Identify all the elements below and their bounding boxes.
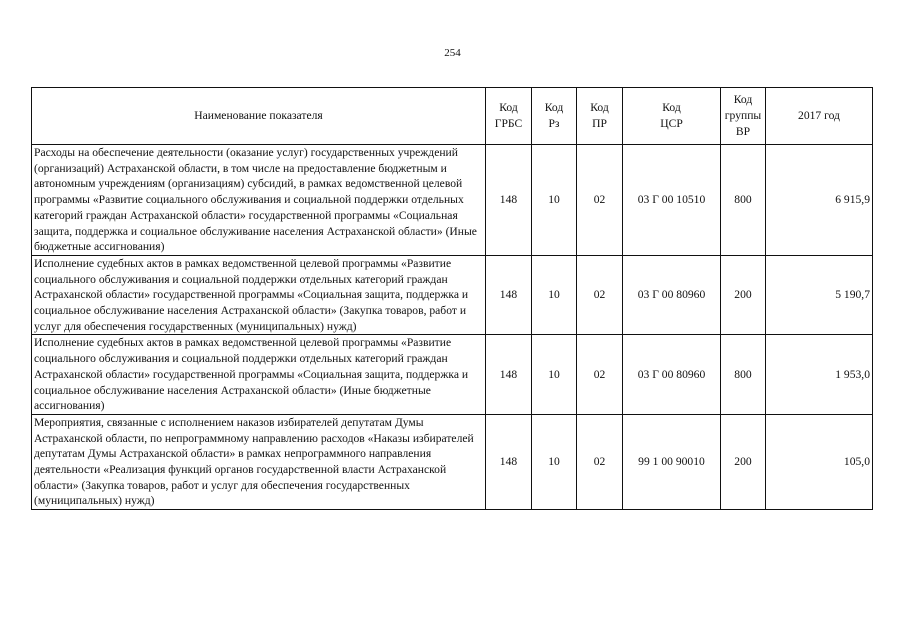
- header-year: 2017 год: [766, 88, 873, 145]
- row-amount: 1 953,0: [766, 335, 873, 415]
- header-vr-line3: ВР: [735, 125, 751, 138]
- header-csr: [623, 88, 721, 145]
- row-amount: 6 915,9: [766, 145, 873, 256]
- row-vr: 200: [721, 414, 766, 509]
- header-name: Наименование показателя: [32, 88, 486, 145]
- row-csr: 99 1 00 90010: [623, 414, 721, 509]
- row-name: Исполнение судебных актов в рамках ведомственной целевой программы «Развитие социального обслуживания и социальной поддержки отдельных категорий граждан Астраханской области» государственной программы «Социальная защита, поддержка и социальное обслуживание населения Астраханской области» (Закупка товаров, работ и услуг для обеспечения государственных (муниципальных) нужд): [32, 255, 486, 335]
- page-number: 254: [444, 47, 461, 59]
- row-pr: 02: [577, 145, 623, 256]
- row-pr: 02: [577, 335, 623, 415]
- header-pr-line1: Код: [590, 101, 609, 114]
- table-header: [32, 88, 873, 145]
- row-name: Исполнение судебных актов в рамках ведомственной целевой программы «Развитие социального обслуживания и социальной поддержки отдельных категорий граждан Астраханской области» государственной программы «Социальная защита, поддержка и социальное обслуживание населения Астраханской области» (Иные бюджетные ассигнования): [32, 335, 486, 415]
- row-vr: 800: [721, 335, 766, 415]
- budget-table: [31, 87, 873, 510]
- table-body: [32, 145, 873, 510]
- row-rz: 10: [532, 335, 577, 415]
- row-vr: 200: [721, 255, 766, 335]
- row-csr: 03 Г 00 80960: [623, 335, 721, 415]
- header-grbs-line1: Код: [499, 101, 518, 114]
- header-row: [32, 88, 873, 145]
- row-amount: 5 190,7: [766, 255, 873, 335]
- table-row: [32, 414, 873, 509]
- header-pr: [577, 88, 623, 145]
- row-grbs: 148: [486, 414, 532, 509]
- row-vr: 800: [721, 145, 766, 256]
- header-vr: [721, 88, 766, 145]
- row-name: Мероприятия, связанные с исполнением наказов избирателей депутатам Думы Астраханской области, по непрограммному направлению расходов «Наказы избирателей депутатам Думы Астраханской области» в рамках непрограммного направления деятельности «Реализация функций органов государственной власти Астраханской области» (Закупка товаров, работ и услуг для обеспечения государственных (муниципальных) нужд): [32, 414, 486, 509]
- row-pr: 02: [577, 414, 623, 509]
- header-csr-line2: ЦСР: [660, 117, 683, 130]
- row-rz: 10: [532, 255, 577, 335]
- table-row: [32, 255, 873, 335]
- row-csr: 03 Г 00 80960: [623, 255, 721, 335]
- row-rz: 10: [532, 414, 577, 509]
- row-grbs: 148: [486, 145, 532, 256]
- table-row: [32, 145, 873, 256]
- row-pr: 02: [577, 255, 623, 335]
- header-rz-line1: Код: [544, 101, 564, 114]
- table-row: [32, 335, 873, 415]
- row-name: Расходы на обеспечение деятельности (оказание услуг) государственных учреждений (организаций) Астраханской области, в том числе на предоставление бюджетным и автономным учреждениям (организациям) субсидий, в рамках ведомственной целевой программы «Развитие социального обслуживания и социальной поддержки отдельных категорий граждан Астраханской области» государственной программы «Социальная защита, поддержка и социальное обслуживание населения Астраханской области» (Иные бюджетные ассигнования): [32, 145, 486, 256]
- header-rz: [532, 88, 577, 145]
- header-grbs-line2: ГРБС: [494, 117, 523, 130]
- row-amount: 105,0: [766, 414, 873, 509]
- header-vr-line2: группы: [724, 109, 762, 122]
- header-pr-line2: ПР: [592, 117, 607, 130]
- row-grbs: 148: [486, 255, 532, 335]
- header-csr-line1: Код: [662, 101, 681, 114]
- header-grbs: [486, 88, 532, 145]
- header-vr-line1: Код: [733, 93, 753, 106]
- row-rz: 10: [532, 145, 577, 256]
- row-grbs: 148: [486, 335, 532, 415]
- row-csr: 03 Г 00 10510: [623, 145, 721, 256]
- header-rz-line2: Рз: [548, 117, 560, 130]
